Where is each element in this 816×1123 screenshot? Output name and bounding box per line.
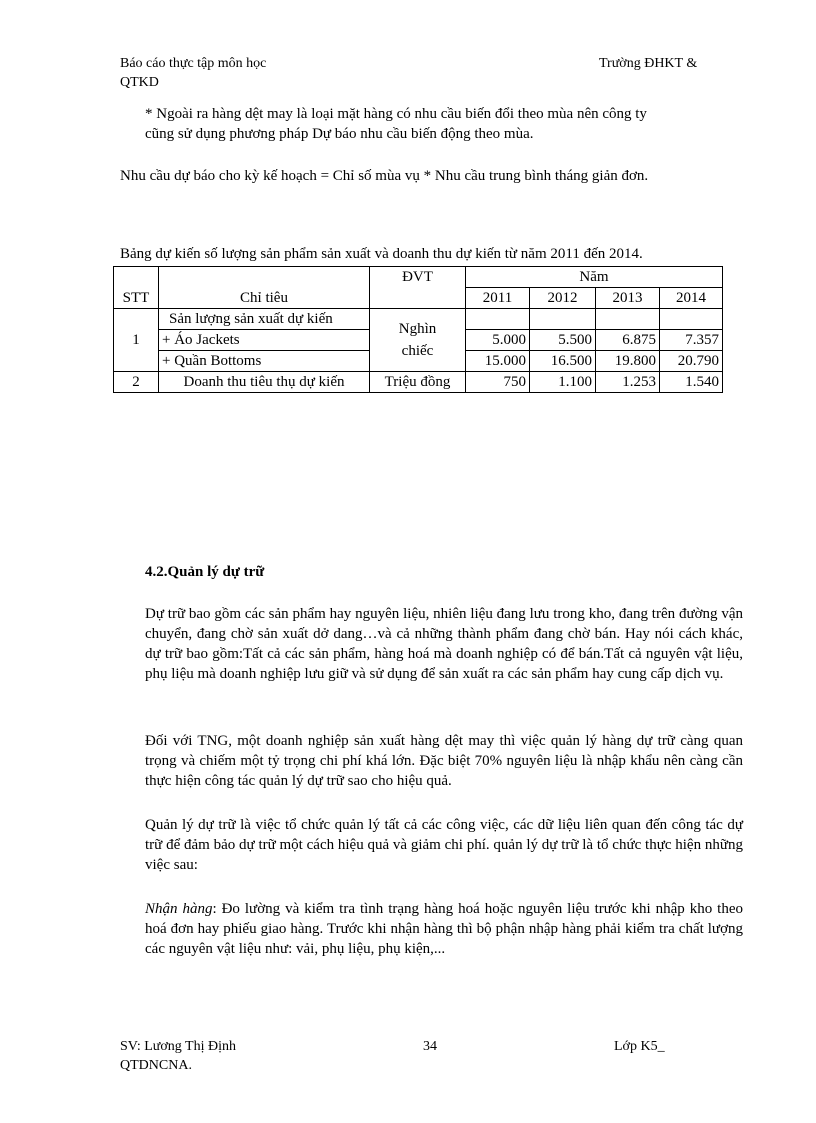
table-cell: 6.875 [596, 330, 660, 351]
table-cell: 1.540 [660, 372, 723, 393]
header-left-line2: QTKD [120, 75, 159, 90]
row-label: + Áo Jackets [159, 330, 370, 351]
unit-line2: chiếc [401, 343, 434, 359]
row-stt: 2 [114, 372, 159, 393]
table-cell: 5.500 [530, 330, 596, 351]
table-cell [660, 309, 723, 330]
row-stt: 1 [114, 309, 159, 372]
row-label: + Quần Bottoms [159, 351, 370, 372]
table-cell [596, 309, 660, 330]
unit-line1: Nghìn [398, 321, 437, 337]
table-cell [466, 309, 530, 330]
paragraph-text: : Đo lường và kiểm tra tình trạng hàng hoá hoặc nguyên liệu trước khi nhập kho theo hoá đơn hay phiếu giao hàng. Trước khi nhận hàng thì bộ phận nhập hàng phải kiểm tra chất lượng các nguyên vật liệu như: vải, phụ liệu, phụ kiện,... [145, 901, 743, 957]
row-label: Doanh thu tiêu thụ dự kiến [159, 372, 370, 393]
header-left: Báo cáo thực tập môn học [120, 56, 267, 71]
header-year: 2012 [530, 288, 596, 309]
row-unit [370, 309, 466, 372]
header-year: 2013 [596, 288, 660, 309]
section-heading: 4.2.Quản lý dự trữ [145, 564, 265, 580]
row-label: Sản lượng sản xuất dự kiến [159, 309, 370, 330]
table-cell: 20.790 [660, 351, 723, 372]
table-cell: 1.253 [596, 372, 660, 393]
table-cell: 1.100 [530, 372, 596, 393]
table-cell: 5.000 [466, 330, 530, 351]
footer-student: SV: Lương Thị Định [120, 1039, 236, 1054]
paragraph [145, 899, 743, 959]
paragraph: Quản lý dự trữ là việc tổ chức quản lý tất cả các công việc, các dữ liệu liên quan đến công tác dự trữ để đảm bảo dự trữ một cách hiệu quả và giảm chi phí. quản lý dự trữ là tổ chức thực hiện những việc sau: [145, 817, 743, 873]
intro-line1: * Ngoài ra hàng dệt may là loại mặt hàng có nhu cầu biến đổi theo mùa nên công ty [145, 106, 647, 122]
header-nam: Năm [466, 267, 723, 288]
header-stt: STT [114, 267, 159, 309]
table-cell: 19.800 [596, 351, 660, 372]
table-cell: 15.000 [466, 351, 530, 372]
header-dvt: ĐVT [370, 267, 466, 309]
paragraph: Dự trữ bao gồm các sản phẩm hay nguyên liệu, nhiên liệu đang lưu trong kho, đang trên đường vận chuyển, đang chờ sản xuất dở dang…và cả những thành phẩm đang chờ bán. Hay nói cách khác, dự trữ bao gồm:Tất cả các sản phẩm, hàng hoá mà doanh nghiệp có để bán.Tất cả nguyên vật liệu, phụ liệu mà doanh nghiệp lưu giữ và sử dụng để sản xuất ra các sản phẩm hay cung cấp dịch vụ. [145, 606, 743, 682]
forecast-table [113, 266, 723, 393]
row-unit: Triệu đồng [370, 372, 466, 393]
table-caption: Bảng dự kiến số lượng sản phẩm sản xuất và doanh thu dự kiến từ năm 2011 đến 2014. [120, 246, 643, 262]
term-nhan-hang: Nhận hàng [145, 901, 213, 917]
footer-class-line2: QTDNCNA. [120, 1058, 192, 1073]
intro-formula: Nhu cầu dự báo cho kỳ kế hoạch = Chỉ số mùa vụ * Nhu cầu trung bình tháng giản đơn. [120, 168, 649, 184]
header-chi-tieu: Chỉ tiêu [159, 267, 370, 309]
paragraph: Đối với TNG, một doanh nghiệp sản xuất hàng dệt may thì việc quản lý hàng dự trữ càng quan trọng và chiếm một tỷ trọng chi phí khá lớn. Đặc biệt 70% nguyên liệu là nhập khẩu nên càng cần thực hiện công tác quản lý dự trữ sao cho hiệu quả. [145, 733, 743, 789]
intro-line2: cũng sử dụng phương pháp Dự báo nhu cầu biến động theo mùa. [145, 126, 534, 142]
table-cell: 7.357 [660, 330, 723, 351]
table-cell [530, 309, 596, 330]
header-right: Trường ĐHKT & [599, 56, 698, 71]
footer-class: Lớp K5_ [614, 1039, 665, 1054]
page-number: 34 [423, 1039, 437, 1054]
table-cell: 16.500 [530, 351, 596, 372]
header-year: 2014 [660, 288, 723, 309]
header-year: 2011 [466, 288, 530, 309]
table-cell: 750 [466, 372, 530, 393]
